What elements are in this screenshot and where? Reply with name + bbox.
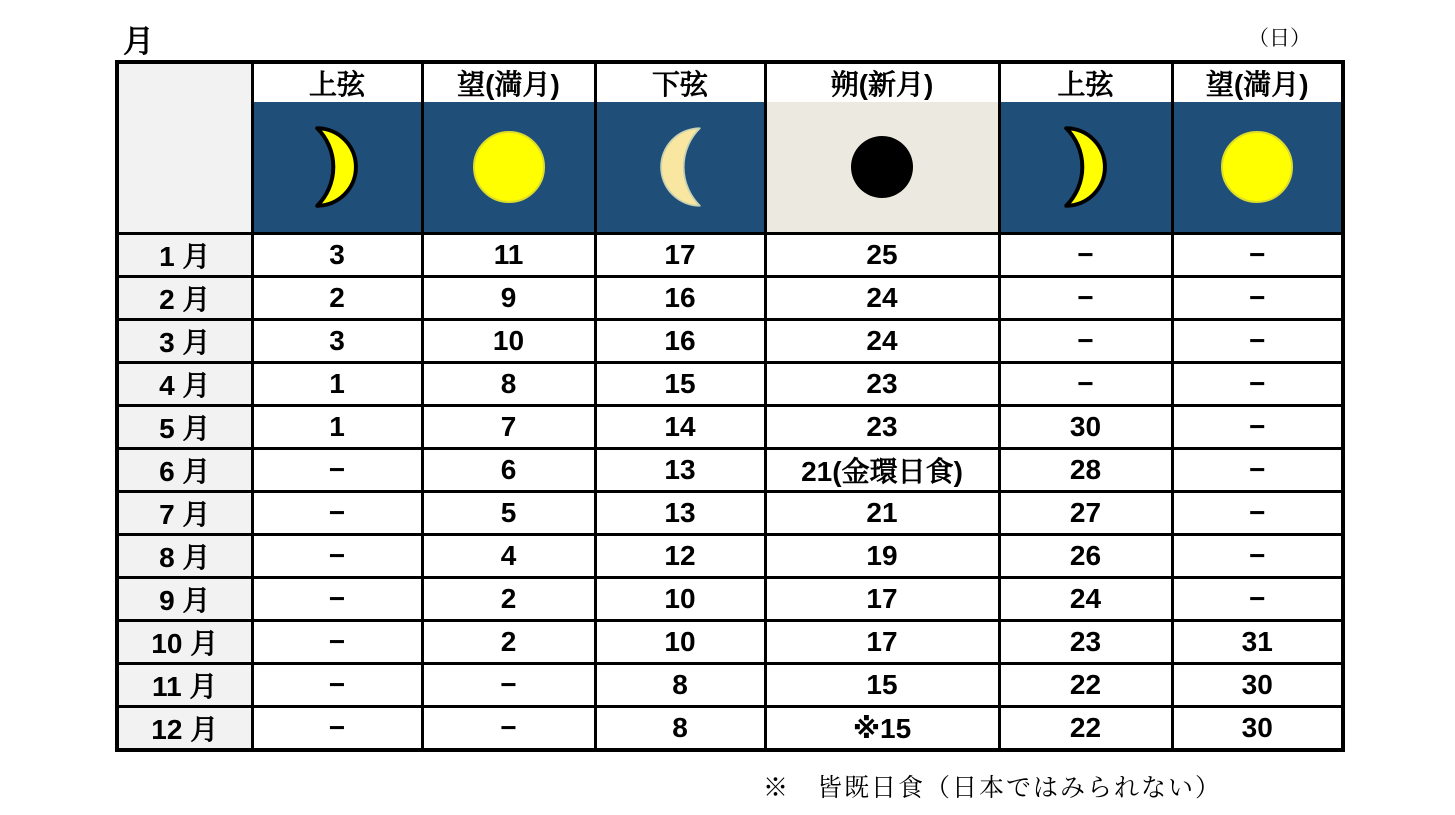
day-cell: 19: [765, 535, 999, 578]
table-row: [117, 363, 1343, 406]
table-row: [117, 664, 1343, 707]
day-cell: 2: [252, 277, 422, 320]
day-cell: 22: [999, 707, 1172, 751]
day-cell: −: [252, 449, 422, 492]
phase-label: 下弦: [597, 64, 764, 102]
phase-label: 朔(新月): [767, 64, 998, 102]
day-cell: 10: [595, 578, 765, 621]
month-cell: 7 月: [117, 492, 252, 535]
day-cell: 17: [765, 621, 999, 664]
day-cell: −: [1172, 320, 1343, 363]
unit-label: （日）: [1248, 26, 1311, 50]
day-cell: −: [1172, 492, 1343, 535]
day-cell: 22: [999, 664, 1172, 707]
day-cell: −: [252, 621, 422, 664]
header-row: [117, 62, 1343, 234]
day-cell: 17: [765, 578, 999, 621]
day-cell: −: [422, 707, 595, 751]
day-cell: 8: [595, 664, 765, 707]
day-cell: 2: [422, 578, 595, 621]
page-title: 月: [123, 24, 154, 59]
day-cell: −: [999, 320, 1172, 363]
day-cell: −: [252, 707, 422, 751]
eclipse-footnote: ※ 皆既日食（日本ではみられない）: [763, 775, 1223, 802]
phase-label: 上弦: [1001, 64, 1171, 102]
month-cell: 10 月: [117, 621, 252, 664]
day-cell: 6: [422, 449, 595, 492]
day-cell: 30: [1172, 664, 1343, 707]
table-row: [117, 707, 1343, 751]
day-cell: −: [1172, 578, 1343, 621]
phase-header-new-moon-3: [765, 62, 999, 234]
first-quarter-moon-icon: [1061, 123, 1111, 211]
day-cell: 28: [999, 449, 1172, 492]
day-cell: 8: [422, 363, 595, 406]
day-cell: −: [252, 492, 422, 535]
day-cell: −: [422, 664, 595, 707]
day-cell: −: [1172, 363, 1343, 406]
day-cell: 13: [595, 449, 765, 492]
day-cell: 1: [252, 363, 422, 406]
day-cell: 23: [765, 406, 999, 449]
phase-header-full-moon-1: [422, 62, 595, 234]
table-row: [117, 406, 1343, 449]
day-cell: 5: [422, 492, 595, 535]
day-cell: 10: [595, 621, 765, 664]
full-moon-icon: [1219, 129, 1295, 205]
corner-cell: [117, 62, 252, 234]
month-cell: 1 月: [117, 234, 252, 277]
phase-label: 望(満月): [1174, 64, 1342, 102]
day-cell: 1: [252, 406, 422, 449]
day-cell: 25: [765, 234, 999, 277]
month-cell: 3 月: [117, 320, 252, 363]
day-cell: 10: [422, 320, 595, 363]
phase-icon-cell: [1001, 102, 1171, 232]
month-cell: 2 月: [117, 277, 252, 320]
day-cell: 16: [595, 320, 765, 363]
day-cell: −: [1172, 449, 1343, 492]
phase-header-first-quarter-moon-0: [252, 62, 422, 234]
day-cell: −: [1172, 535, 1343, 578]
day-cell: 16: [595, 277, 765, 320]
phase-icon-cell: [254, 102, 421, 232]
month-cell: 11 月: [117, 664, 252, 707]
day-cell: 15: [765, 664, 999, 707]
phase-icon-cell: [597, 102, 764, 232]
phase-icon-cell: [767, 102, 998, 232]
day-cell: 30: [1172, 707, 1343, 751]
month-cell: 6 月: [117, 449, 252, 492]
day-cell: −: [1172, 277, 1343, 320]
day-cell: −: [1172, 406, 1343, 449]
day-cell: 4: [422, 535, 595, 578]
day-cell: −: [252, 664, 422, 707]
day-cell: −: [252, 578, 422, 621]
day-cell: 14: [595, 406, 765, 449]
day-cell: −: [252, 535, 422, 578]
day-cell: 7: [422, 406, 595, 449]
day-cell: −: [999, 277, 1172, 320]
day-cell: −: [999, 234, 1172, 277]
day-cell: 24: [999, 578, 1172, 621]
day-cell: 24: [765, 277, 999, 320]
day-cell: ※15: [765, 707, 999, 751]
day-cell: 21(金環日食): [765, 449, 999, 492]
table-row: [117, 535, 1343, 578]
first-quarter-moon-icon: [312, 123, 362, 211]
month-cell: 5 月: [117, 406, 252, 449]
table-row: [117, 234, 1343, 277]
phase-icon-cell: [424, 102, 594, 232]
day-cell: 17: [595, 234, 765, 277]
day-cell: 12: [595, 535, 765, 578]
day-cell: 21: [765, 492, 999, 535]
phase-header-last-quarter-moon-2: [595, 62, 765, 234]
day-cell: 24: [765, 320, 999, 363]
day-cell: 23: [999, 621, 1172, 664]
day-cell: 3: [252, 320, 422, 363]
day-cell: 11: [422, 234, 595, 277]
new-moon-icon: [850, 135, 914, 199]
table-row: [117, 320, 1343, 363]
phase-header-first-quarter-moon-4: [999, 62, 1172, 234]
month-cell: 9 月: [117, 578, 252, 621]
day-cell: 13: [595, 492, 765, 535]
table-body: [117, 234, 1343, 751]
day-cell: −: [999, 363, 1172, 406]
day-cell: 27: [999, 492, 1172, 535]
phase-label: 上弦: [254, 64, 421, 102]
table-row: [117, 492, 1343, 535]
day-cell: 31: [1172, 621, 1343, 664]
table-row: [117, 277, 1343, 320]
phase-icon-cell: [1174, 102, 1342, 232]
table-row: [117, 449, 1343, 492]
table-row: [117, 578, 1343, 621]
day-cell: 2: [422, 621, 595, 664]
table-row: [117, 621, 1343, 664]
phase-label: 望(満月): [424, 64, 594, 102]
month-cell: 4 月: [117, 363, 252, 406]
phase-header-full-moon-5: [1172, 62, 1343, 234]
full-moon-icon: [471, 129, 547, 205]
day-cell: 26: [999, 535, 1172, 578]
day-cell: 30: [999, 406, 1172, 449]
day-cell: 23: [765, 363, 999, 406]
moon-phase-table: [115, 60, 1345, 752]
day-cell: 8: [595, 707, 765, 751]
last-quarter-moon-icon: [655, 123, 705, 211]
day-cell: 3: [252, 234, 422, 277]
day-cell: −: [1172, 234, 1343, 277]
month-cell: 12 月: [117, 707, 252, 751]
day-cell: 9: [422, 277, 595, 320]
day-cell: 15: [595, 363, 765, 406]
month-cell: 8 月: [117, 535, 252, 578]
